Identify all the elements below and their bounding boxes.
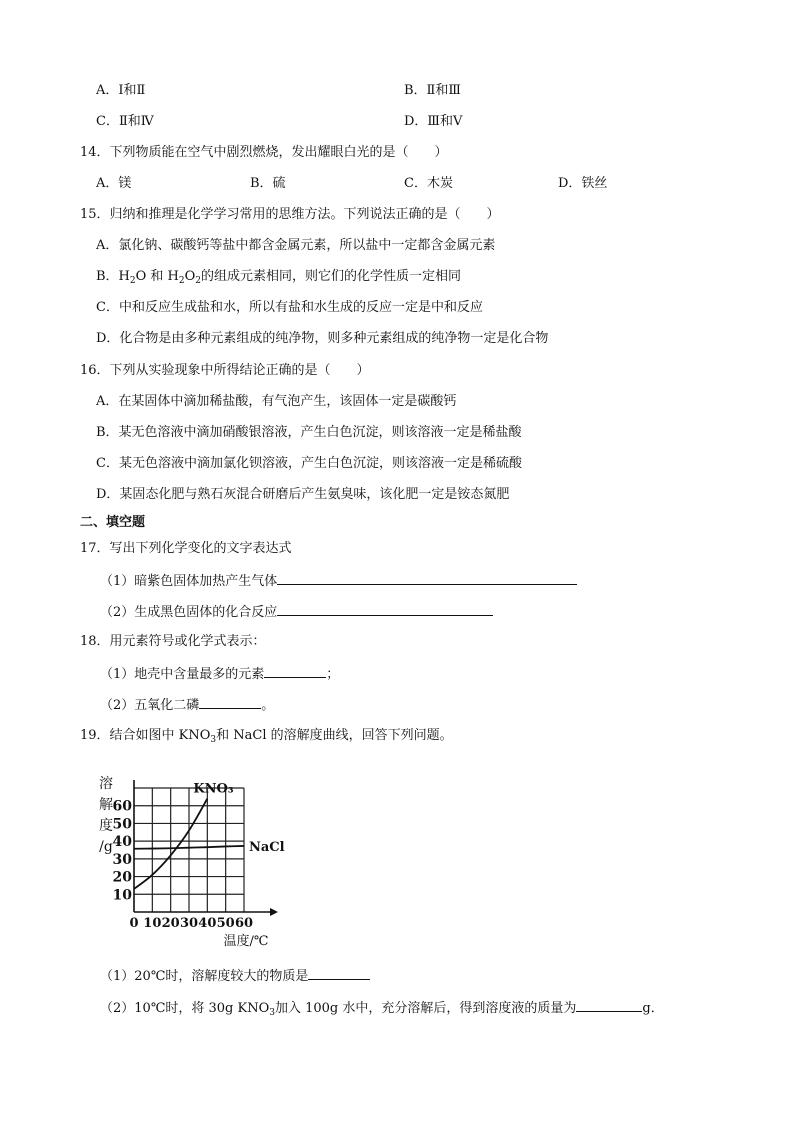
q13-option-c: C．Ⅱ和Ⅳ xyxy=(96,114,154,129)
x-tick-label: 50 xyxy=(216,916,235,931)
subscript: 2 xyxy=(129,276,136,286)
q14-option-c: C．木炭 xyxy=(404,176,453,191)
q13-option-d: D．Ⅲ和Ⅴ xyxy=(404,114,463,129)
y-label-char: 解 xyxy=(99,797,113,813)
q14-option-d: D．铁丝 xyxy=(558,176,608,191)
subscript: 3 xyxy=(269,1008,275,1018)
q15-option-b xyxy=(96,268,461,286)
x-tick-label: 40 xyxy=(198,916,217,931)
q13-option-b: B．Ⅱ和Ⅲ xyxy=(404,83,461,98)
q19-part-2-pre: （2）10℃时，将 30g KNO xyxy=(100,1001,270,1016)
q13-option-a: A．Ⅰ和Ⅱ xyxy=(96,83,146,98)
q16-option-a: A．在某固体中滴加稀盐酸，有气泡产生，该固体一定是碳酸钙 xyxy=(96,394,457,409)
q15-b-mid2: O xyxy=(184,269,196,284)
y-tick-labels xyxy=(113,799,133,904)
answer-blank[interactable] xyxy=(308,966,370,980)
chart-grid xyxy=(134,788,244,912)
y-label-char: 溶 xyxy=(99,776,113,792)
q18-part-2 xyxy=(100,695,274,713)
q18-part-2-end: 。 xyxy=(261,698,275,713)
y-axis-label xyxy=(99,775,113,855)
x-tick-label: 20 xyxy=(161,916,180,931)
q15-stem: 15．归纳和推理是化学学习常用的思维方法。下列说法正确的是（ ） xyxy=(80,207,500,222)
y-tick-label: 10 xyxy=(112,887,132,904)
q18-part-2-text: （2）五氧化二磷 xyxy=(100,698,200,713)
q14-stem: 14．下列物质能在空气中剧烈燃烧，发出耀眼白光的是（ ） xyxy=(80,145,448,160)
q15-b-mid1: O 和 H xyxy=(135,269,179,284)
section-2-title: 二、填空题 xyxy=(80,515,146,530)
y-label-char: /g xyxy=(99,839,113,855)
q17-part-2-text: （2）生成黑色固体的化合反应 xyxy=(100,605,278,620)
q17-stem: 17．写出下列化学变化的文字表达式 xyxy=(80,541,292,556)
q15-option-c: C．中和反应生成盐和水，所以有盐和水生成的反应一定是中和反应 xyxy=(96,300,483,315)
q17-part-2 xyxy=(100,602,493,620)
y-tick-label: 50 xyxy=(112,816,132,833)
q18-part-1 xyxy=(100,664,339,682)
x-tick-label: 10 xyxy=(143,916,162,931)
answer-blank[interactable] xyxy=(264,664,326,678)
q15-b-pre: B．H xyxy=(96,269,130,284)
q19-stem xyxy=(80,727,453,745)
answer-blank[interactable] xyxy=(277,571,577,585)
subscript: 2 xyxy=(178,276,185,286)
x-axis-label: 温度/℃ xyxy=(223,934,269,949)
answer-blank[interactable] xyxy=(576,998,642,1012)
q19-part-2 xyxy=(100,998,664,1016)
q14-option-a: A．镁 xyxy=(96,176,132,191)
q16-stem: 16．下列从实验现象中所得结论正确的是（ ） xyxy=(80,363,370,378)
q19-part-1 xyxy=(100,966,370,984)
q19-part-2-end: g． xyxy=(642,1001,664,1016)
solubility-curve-chart xyxy=(96,770,296,952)
y-label-char: 度 xyxy=(99,818,113,834)
series-label-1: NaCl xyxy=(249,839,285,855)
x-tick-label: 0 xyxy=(129,916,139,931)
q16-option-b: B．某无色溶液中滴加硝酸银溶液，产生白色沉淀，则该溶液一定是稀盐酸 xyxy=(96,425,522,440)
q19-stem-pre: 19．结合如图中 KNO xyxy=(80,728,211,743)
q19-part-2-post: 加入 100g 水中，充分溶解后，得到溶度液的质量为 xyxy=(274,1001,577,1016)
x-axis-arrow xyxy=(270,908,278,916)
q18-part-1-end: ； xyxy=(326,667,340,682)
q14-option-b: B．硫 xyxy=(250,176,286,191)
y-tick-label: 20 xyxy=(112,869,132,886)
y-tick-label: 40 xyxy=(112,834,132,851)
q18-part-1-text: （1）地壳中含量最多的元素 xyxy=(100,667,265,682)
y-tick-label: 30 xyxy=(112,851,132,868)
x-tick-labels xyxy=(129,916,253,931)
q15-option-a: A．氯化钠、碳酸钙等盐中都含金属元素，所以盐中一定都含金属元素 xyxy=(96,238,496,253)
q19-stem-post: 和 NaCl 的溶解度曲线，回答下列问题。 xyxy=(216,728,453,743)
chart-series xyxy=(134,782,285,889)
q15-option-d: D．化合物是由多种元素组成的纯净物，则多种元素组成的纯净物一定是化合物 xyxy=(96,331,549,346)
answer-blank[interactable] xyxy=(199,695,261,709)
q15-b-post: 的组成元素相同，则它们的化学性质一定相同 xyxy=(201,269,462,284)
y-tick-label: 60 xyxy=(112,798,132,815)
x-tick-label: 60 xyxy=(234,916,254,931)
series-label-0: KNO₃ xyxy=(193,781,234,797)
subscript: 2 xyxy=(195,276,202,286)
q16-option-c: C．某无色溶液中滴加氯化钡溶液，产生白色沉淀，则该溶液一定是稀硫酸 xyxy=(96,456,522,471)
q17-part-1-text: （1）暗紫色固体加热产生气体 xyxy=(100,574,278,589)
q17-part-1 xyxy=(100,571,577,589)
x-tick-label: 30 xyxy=(179,916,199,931)
subscript: 3 xyxy=(210,735,217,745)
q16-option-d: D．某固态化肥与熟石灰混合研磨后产生氨臭味，该化肥一定是铵态氮肥 xyxy=(96,487,510,502)
q18-stem: 18．用元素符号或化学式表示： xyxy=(80,634,266,649)
q19-part-1-text: （1）20℃时，溶解度较大的物质是 xyxy=(100,969,309,984)
answer-blank[interactable] xyxy=(277,602,493,616)
